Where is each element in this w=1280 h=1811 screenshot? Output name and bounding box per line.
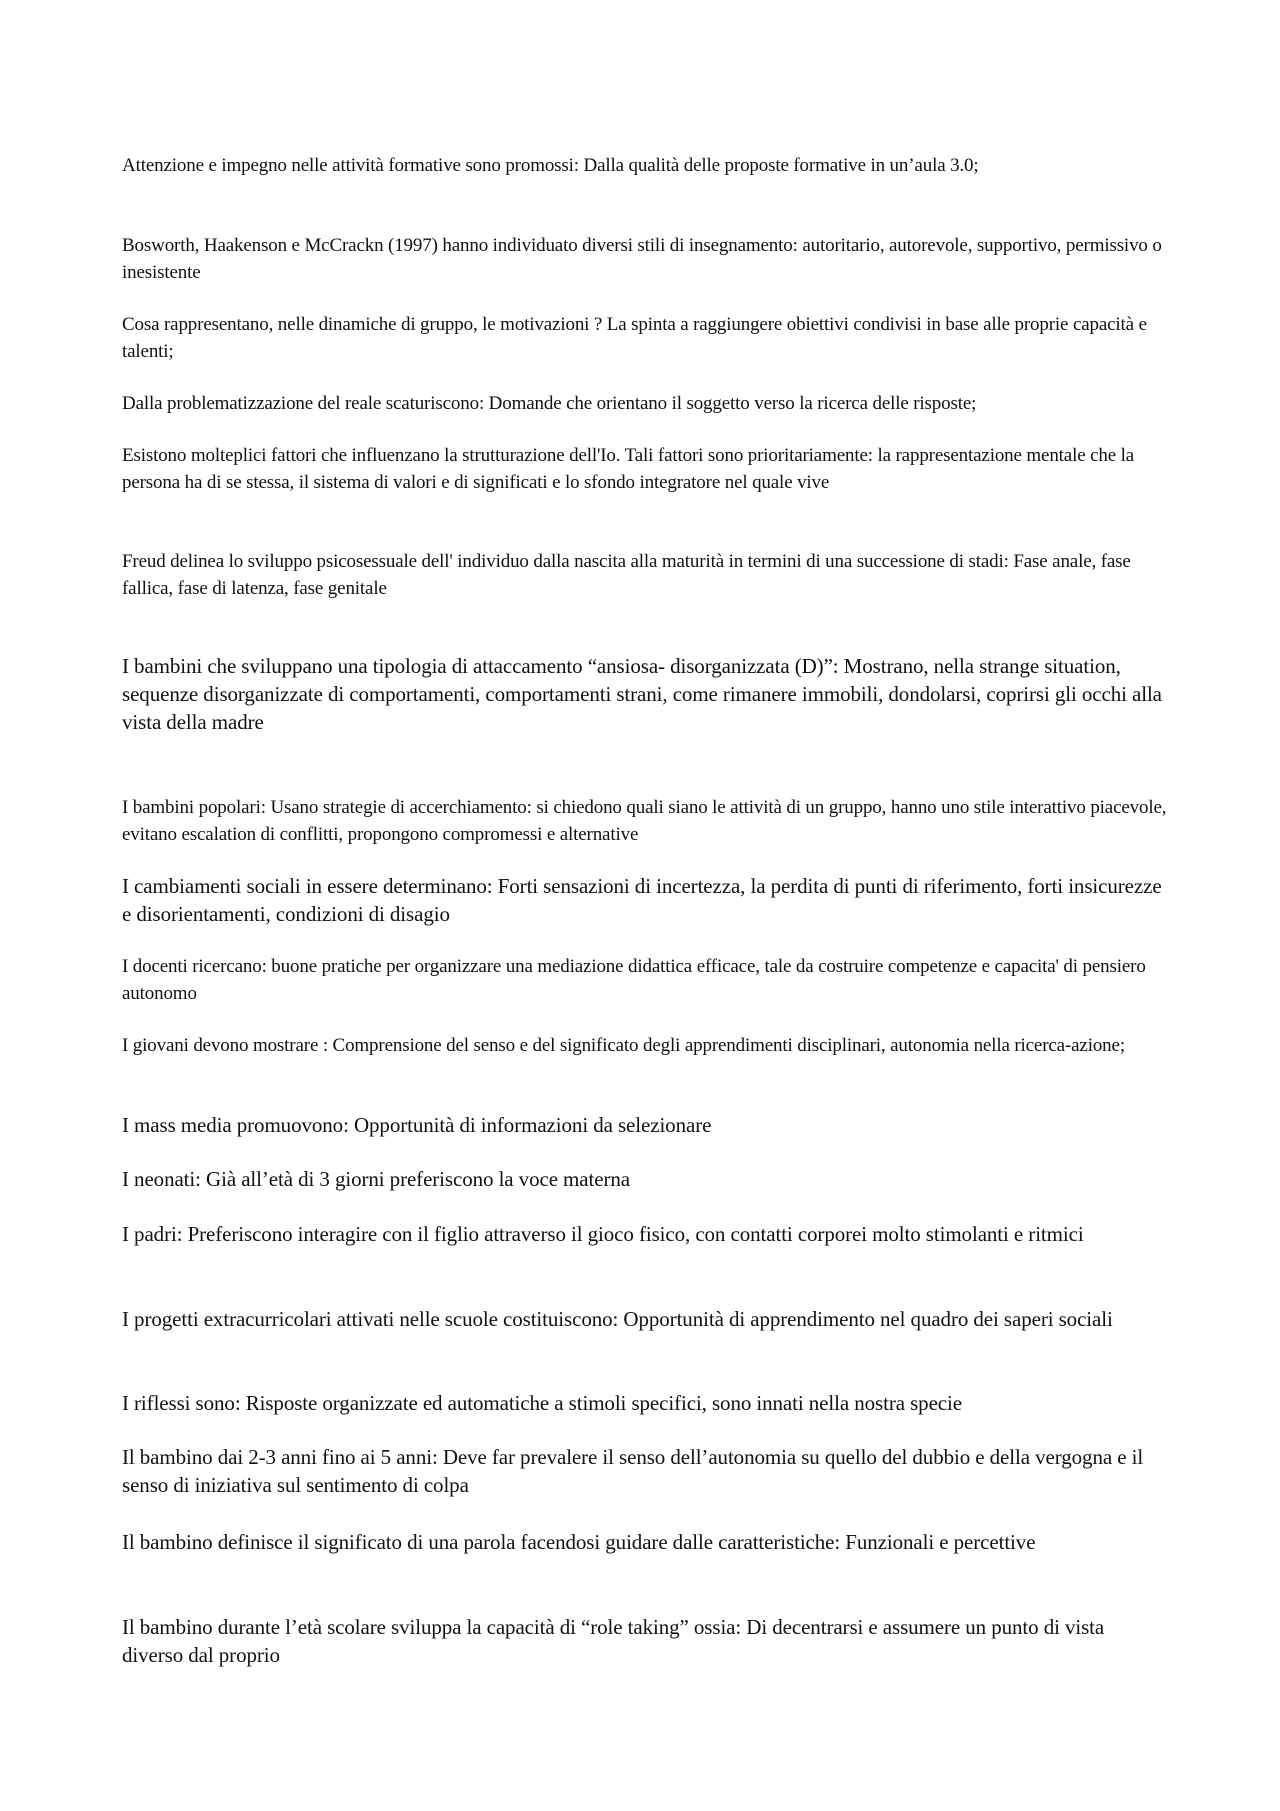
- paragraph-bambino-2-5: Il bambino dai 2-3 anni fino ai 5 anni: Deve far prevalere il senso dell’autonomia su quello del dubbio e della vergogna e il senso di iniziativa sul sentimento di colpa: [122, 1445, 1144, 1497]
- paragraph-motivazioni: Cosa rappresentano, nelle dinamiche di gruppo, le motivazioni ? La spinta a raggiungere obiettivi condivisi in base alle proprie capacità e talenti;: [122, 314, 1147, 362]
- paragraph-riflessi: I riflessi sono: Risposte organizzate ed automatiche a stimoli specifici, sono innati nella nostra specie: [122, 1391, 962, 1415]
- paragraph-attenzione: Attenzione e impegno nelle attività formative sono promossi: Dalla qualità delle proposte formative in un’aula 3.0;: [122, 155, 979, 176]
- paragraph-significato-parola: Il bambino definisce il significato di una parola facendosi guidare dalle caratteristiche: Funzionali e percettive: [122, 1530, 1036, 1554]
- paragraph-bosworth: Bosworth, Haakenson e McCrackn (1997) hanno individuato diversi stili di insegnamento: autoritario, autorevole, supportivo, permissivo o inesistente: [122, 235, 1162, 283]
- paragraph-cambiamenti-sociali: I cambiamenti sociali in essere determinano: Forti sensazioni di incertezza, la perdita di punti di riferimento, forti insicurezze e disorientamenti, condizioni di disagio: [122, 874, 1162, 926]
- paragraph-freud: Freud delinea lo sviluppo psicosessuale dell' individuo dalla nascita alla maturità in termini di una successione di stadi: Fase anale, fase fallica, fase di latenza, fase genitale: [122, 551, 1131, 599]
- paragraph-bambini-popolari: I bambini popolari: Usano strategie di accerchiamento: si chiedono quali siano le attività di un gruppo, hanno uno stile interattivo piacevole, evitano escalation di conflitti, propongono compromessi e alternative: [122, 797, 1167, 845]
- paragraph-role-taking: Il bambino durante l’età scolare sviluppa la capacità di “role taking” ossia: Di decentrarsi e assumere un punto di vista diverso dal proprio: [122, 1615, 1105, 1667]
- paragraph-padri: I padri: Preferiscono interagire con il figlio attraverso il gioco fisico, con contatti corporei molto stimolanti e ritmici: [122, 1222, 1084, 1246]
- paragraph-progetti: I progetti extracurricolari attivati nelle scuole costituiscono: Opportunità di apprendimento nel quadro dei saperi sociali: [122, 1307, 1113, 1331]
- paragraph-strutturazione-io: Esistono molteplici fattori che influenzano la strutturazione dell'Io. Tali fattori sono prioritariamente: la rappresentazione mentale che la persona ha di se stessa, il sistema di valori e di significati e lo sfondo integratore nel quale vive: [122, 445, 1135, 493]
- paragraph-neonati: I neonati: Già all’età di 3 giorni preferiscono la voce materna: [122, 1167, 630, 1191]
- paragraph-attaccamento: I bambini che sviluppano una tipologia di attaccamento “ansiosa- disorganizzata (D)”: Mostrano, nella strange situation, sequenze disorganizzate di comportamenti, comportamenti strani, come rimanere immobili, dondolarsi, coprirsi gli occhi alla vista della madre: [122, 654, 1162, 734]
- paragraph-mass-media: I mass media promuovono: Opportunità di informazioni da selezionare: [122, 1113, 712, 1137]
- paragraph-giovani: I giovani devono mostrare : Comprensione del senso e del significato degli apprendimenti disciplinari, autonomia nella ricerca-azione;: [122, 1035, 1125, 1056]
- paragraph-problematizzazione: Dalla problematizzazione del reale scaturiscono: Domande che orientano il soggetto verso la ricerca delle risposte;: [122, 393, 977, 414]
- paragraph-docenti: I docenti ricercano: buone pratiche per organizzare una mediazione didattica efficace, tale da costruire competenze e capacita' di pensiero autonomo: [122, 956, 1146, 1004]
